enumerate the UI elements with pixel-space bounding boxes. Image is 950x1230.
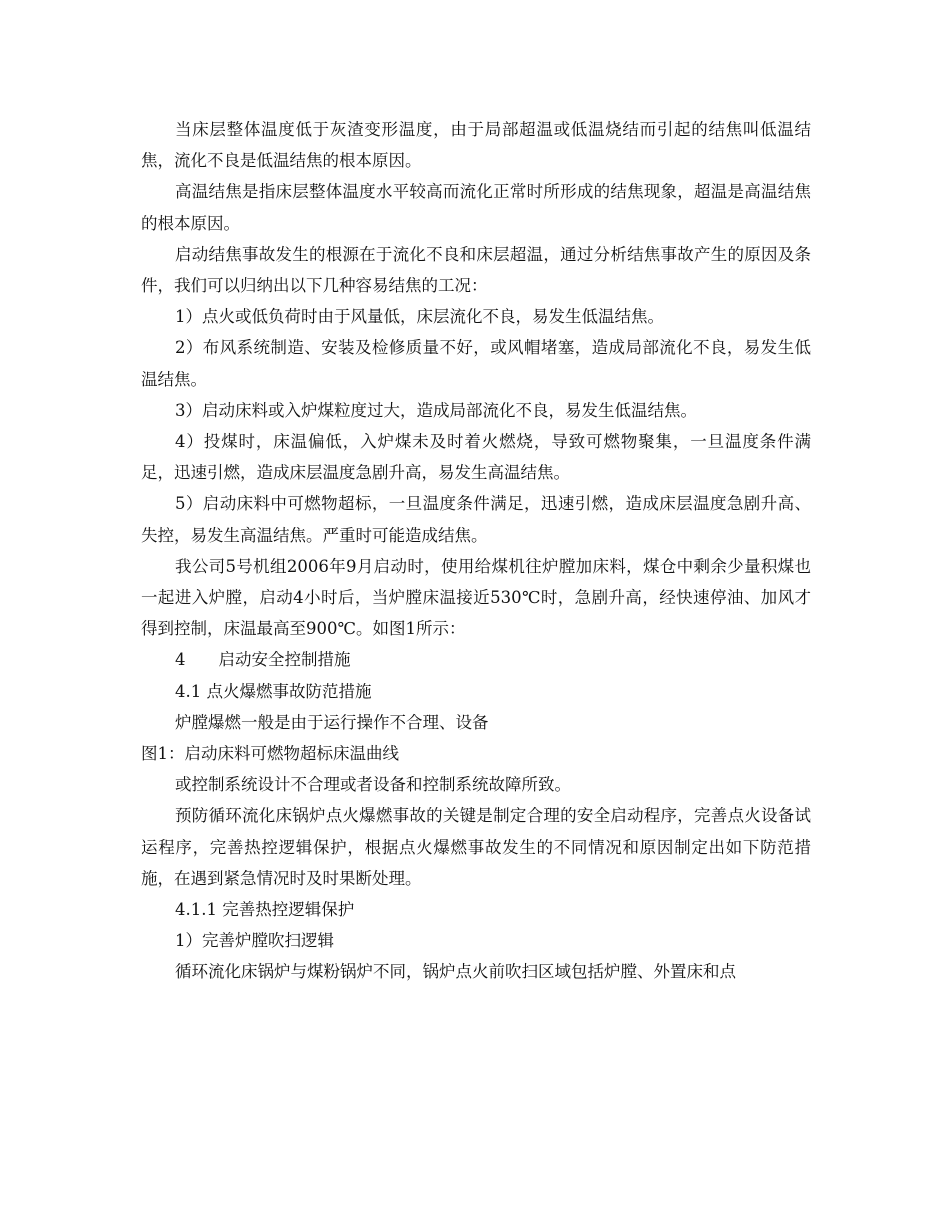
paragraph-low-temp-coking: 当床层整体温度低于灰渣变形温度，由于局部超温或低温烧结而引起的结焦叫低温结焦，流化不良是低温结焦的根本原因。	[141, 120, 811, 171]
paragraph-high-temp-coking: 高温结焦是指床层整体温度水平较高而流化正常时所形成的结焦现象，超温是高温结焦的根本原因。	[141, 182, 811, 233]
list-item-condition-5: 5）启动床料中可燃物超标，一旦温度条件满足，迅速引燃，造成床层温度急剧升高、失控，易发生高温结焦。严重时可能造成结焦。	[141, 494, 811, 545]
paragraph-deflagration-cont: 或控制系统设计不合理或者设备和控制系统故障所致。	[175, 775, 571, 795]
section-heading-4-1: 4.1 点火爆燃事故防范措施	[175, 681, 372, 701]
paragraph-coking-causes: 启动结焦事故发生的根源在于流化不良和床层超温，通过分析结焦事故产生的原因及条件，我们可以归纳出以下几种容易结焦的工况：	[141, 244, 811, 296]
list-item-condition-4: 4）投煤时，床温偏低，入炉煤未及时着火燃烧，导致可燃物聚集，一旦温度条件满足，迅速引燃，造成床层温度急剧升高，易发生高温结焦。	[141, 432, 811, 483]
paragraph-deflagration-intro: 炉膛爆燃一般是由于运行操作不合理、设备	[175, 712, 489, 732]
section-heading-4: 4 启动安全控制措施	[175, 650, 351, 670]
document-body	[141, 114, 811, 988]
section-heading-4-1-1: 4.1.1 完善热控逻辑保护	[175, 900, 355, 920]
list-item-purge-logic: 1）完善炉膛吹扫逻辑	[175, 931, 334, 951]
figure-caption: 图1：启动床料可燃物超标床温曲线	[141, 744, 399, 764]
list-item-condition-2: 2）布风系统制造、安装及检修质量不好，或风帽堵塞，造成局部流化不良，易发生低温结焦。	[141, 338, 811, 389]
paragraph-unit5-case: 我公司5号机组2006年9月启动时，使用给煤机往炉膛加床料，煤仓中剩余少量积煤也一起进入炉膛，启动4小时后，当炉膛床温接近530℃时，急剧升高，经快速停油、加风才得到控制，床温最高至900℃。如图1所示：	[141, 556, 811, 639]
list-item-condition-3: 3）启动床料或入炉煤粒度过大，造成局部流化不良，易发生低温结焦。	[175, 400, 697, 420]
list-item-condition-1: 1）点火或低负荷时由于风量低，床层流化不良，易发生低温结焦。	[175, 307, 664, 327]
paragraph-prevention-key: 预防循环流化床锅炉点火爆燃事故的关键是制定合理的安全启动程序，完善点火设备试运程序，完善热控逻辑保护，根据点火爆燃事故发生的不同情况和原因制定出如下防范措施，在遇到紧急情况时及时果断处理。	[141, 806, 811, 888]
paragraph-cfb-purge: 循环流化床锅炉与煤粉锅炉不同，锅炉点火前吹扫区域包括炉膛、外置床和点	[175, 962, 736, 982]
